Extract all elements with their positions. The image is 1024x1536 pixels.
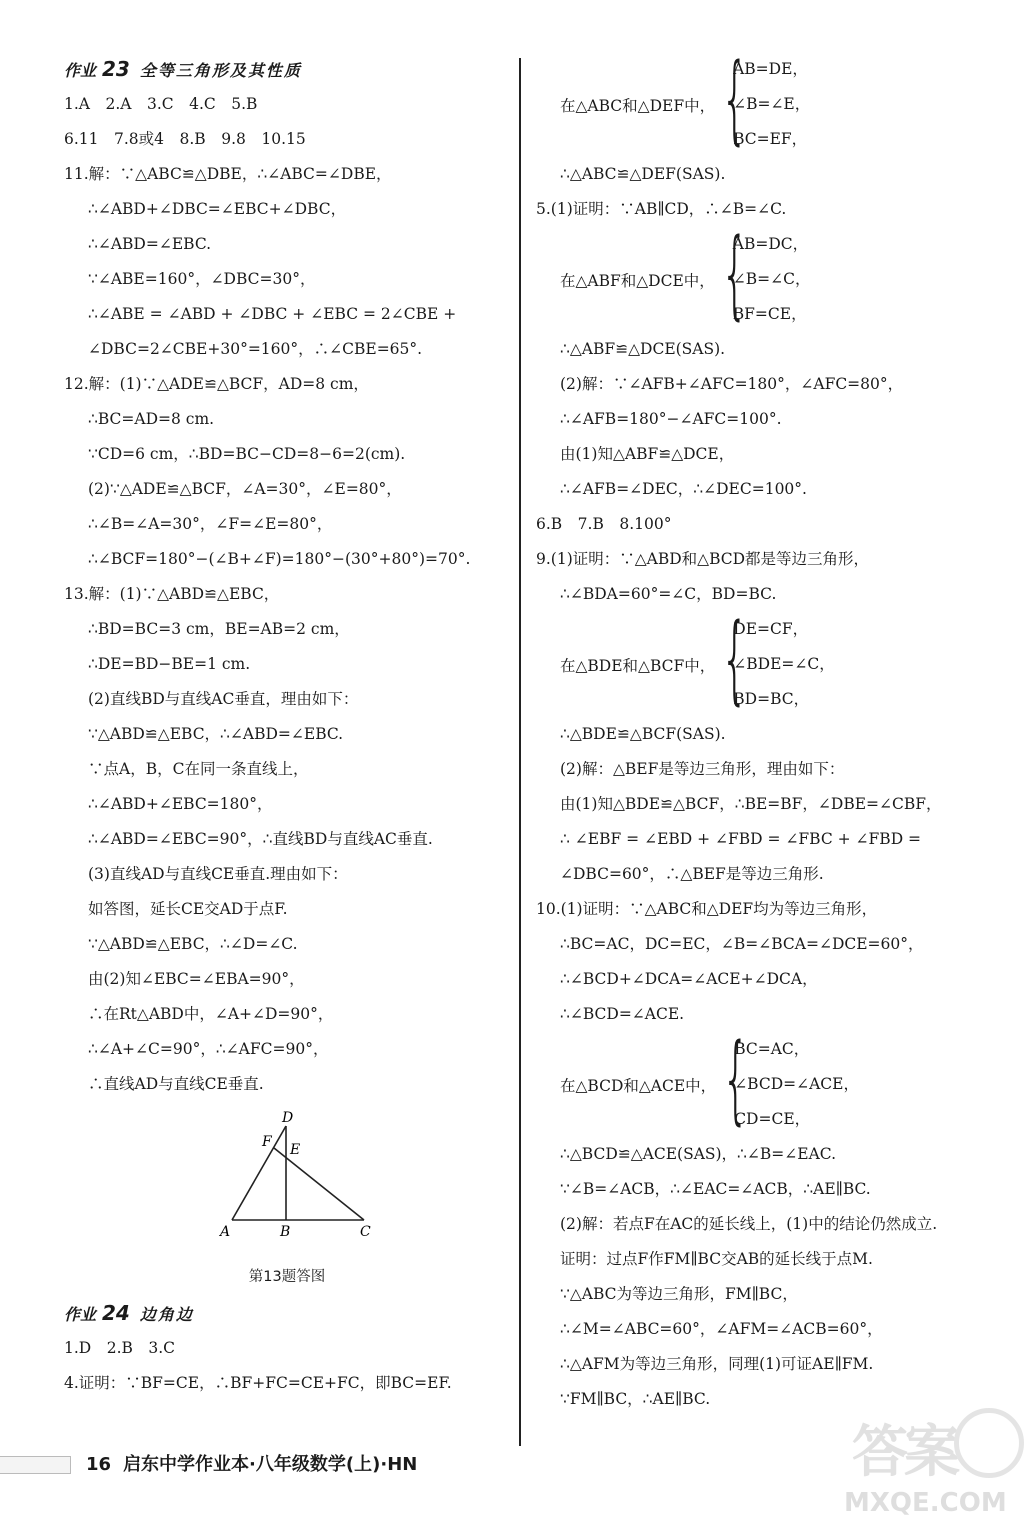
answer-line: ∴直线AD与直线CE垂直. <box>88 1075 264 1093</box>
equation-system: 在△ABC和△DEF中， { AB=DE， ∠B=∠E， BC=EF， <box>560 42 811 155</box>
answer-line: ∴DE=BD−BE=1 cm. <box>88 655 251 673</box>
answer-line: ∴BC=AD=8 cm. <box>88 410 215 428</box>
answer-line: (2)直线BD与直线AC垂直，理由如下： <box>88 690 359 708</box>
book-title: 启东中学作业本·八年级数学(上)·HN <box>123 1454 418 1475</box>
answer-line: ∵△ABD≌△EBC，∴∠D=∠C. <box>88 935 298 953</box>
answer-line: 如答图，延长CE交AD于点F. <box>88 900 288 918</box>
answer-line: 10.(1)证明：∵△ABC和△DEF均为等边三角形， <box>536 900 878 918</box>
right-column <box>536 42 976 1417</box>
answer-line: ∴∠BCF=180°−(∠B+∠F)=180°−(30°+80°)=70°. <box>88 550 471 568</box>
point-label-d: D <box>282 1110 294 1126</box>
answer-line: ∴∠ABE = ∠ABD + ∠DBC + ∠EBC = 2∠CBE + <box>88 305 457 323</box>
answer-line: ∴BC=AC，DC=EC，∠B=∠BCA=∠DCE=60°， <box>560 935 924 953</box>
point-label-b: B <box>280 1224 291 1238</box>
answer-line: ∵点A，B，C在同一条直线上， <box>88 760 309 778</box>
answer-line: ∴∠ABD+∠DBC=∠EBC+∠DBC， <box>88 200 347 218</box>
answer-line: 4.证明：∵BF=CE，∴BF+FC=CE+FC，即BC=EF. <box>64 1374 452 1392</box>
answer-line: ∵∠ABE=160°，∠DBC=30°， <box>88 270 316 288</box>
answer-line: 6.B 7.B 8.100° <box>536 515 672 533</box>
answer-line: ∴∠BCD=∠ACE. <box>560 1005 685 1023</box>
column-divider <box>519 58 521 1446</box>
brace-icon: { <box>720 217 749 330</box>
answer-line: 由(1)知△ABF≌△DCE， <box>560 445 735 463</box>
answer-line: ∵CD=6 cm，∴BD=BC−CD=8−6=2(cm). <box>88 445 406 463</box>
watermark-seal-icon <box>954 1408 1024 1478</box>
answer-line: (3)直线AD与直线CE垂直.理由如下： <box>88 865 348 883</box>
answer-line: ∴∠ABD=∠EBC. <box>88 235 212 253</box>
answer-line: 13.解：(1)∵△ABD≌△EBC， <box>64 585 280 603</box>
answer-line: ∴ ∠EBF = ∠EBD + ∠FBD = ∠FBC + ∠FBD = <box>560 830 922 848</box>
answer-line: (2)解：∵∠AFB+∠AFC=180°，∠AFC=80°， <box>560 375 904 393</box>
triangle-diagram <box>212 1108 372 1238</box>
answer-line: ∴∠A+∠C=90°，∴∠AFC=90°， <box>88 1040 329 1058</box>
point-label-c: C <box>360 1224 371 1238</box>
answer-line: ∵∠B=∠ACB，∴∠EAC=∠ACB，∴AE∥BC. <box>560 1180 871 1198</box>
answer-line: 6.11 7.8或4 8.B 9.8 10.15 <box>64 130 306 148</box>
equation-system: 在△ABF和△DCE中， { AB=DC， ∠B=∠C， BF=CE， <box>560 217 811 330</box>
answer-line: ∴△ABF≌△DCE(SAS). <box>560 340 726 358</box>
answer-line: ∠DBC=60°，∴△BEF是等边三角形. <box>560 865 824 883</box>
answer-line: ∵△ABD≌△EBC，∴∠ABD=∠EBC. <box>88 725 344 743</box>
answer-line: ∴∠B=∠A=30°，∠F=∠E=80°， <box>88 515 333 533</box>
answer-line: (2)解：若点F在AC的延长线上，(1)中的结论仍然成立. <box>560 1215 938 1233</box>
page-number: 16 <box>86 1454 112 1475</box>
answer-line: ∴∠ABD+∠EBC=180°， <box>88 795 273 813</box>
segment-ad <box>232 1126 286 1220</box>
answer-line: 12.解：(1)∵△ADE≌△BCF，AD=8 cm， <box>64 375 369 393</box>
answer-line: 9.(1)证明：∵△ABD和△BCD都是等边三角形， <box>536 550 870 568</box>
footer-tab <box>0 1456 71 1474</box>
answer-line: 由(2)知∠EBC=∠EBA=90°， <box>88 970 305 988</box>
equation-system: 在△BDE和△BCF中， { DE=CF， ∠BDE=∠C， BD=BC， <box>560 602 835 715</box>
answer-line: ∴∠AFB=180°−∠AFC=100°. <box>560 410 782 428</box>
answer-line: 证明：过点F作FM∥BC交AB的延长线于点M. <box>560 1250 873 1268</box>
equation-system: 在△BCD和△ACE中， { BC=AC， ∠BCD=∠ACE， CD=CE， <box>560 1022 859 1135</box>
geometry-figure <box>64 1102 510 1262</box>
answer-line: ∴∠BDA=60°=∠C，BD=BC. <box>560 585 777 603</box>
answer-line: ∴在Rt△ABD中，∠A+∠D=90°， <box>88 1005 334 1023</box>
point-label-e: E <box>290 1142 301 1158</box>
brace-icon: { <box>720 42 749 155</box>
segment-fc <box>274 1148 364 1220</box>
page-footer <box>0 1446 500 1486</box>
answer-line: 5.(1)证明：∵AB∥CD，∴∠B=∠C. <box>536 200 787 218</box>
answer-line: ∠DBC=2∠CBE+30°=160°，∴∠CBE=65°. <box>88 340 423 358</box>
answer-line: 11.解：∵△ABC≌△DBE，∴∠ABC=∠DBE， <box>64 165 392 183</box>
point-label-f: F <box>262 1134 272 1150</box>
answer-line: ∴△AFM为等边三角形，同理(1)可证AE∥FM. <box>560 1355 874 1373</box>
brace-icon: { <box>721 602 749 715</box>
answer-line: ∴△BDE≌△BCF(SAS). <box>560 725 726 743</box>
answer-line: ∴△ABC≌△DEF(SAS). <box>560 165 726 183</box>
answer-line: ∴∠BCD+∠DCA=∠ACE+∠DCA， <box>560 970 818 988</box>
answer-line: 1.A 2.A 3.C 4.C 5.B <box>64 95 258 113</box>
answer-line: ∴∠AFB=∠DEC，∴∠DEC=100°. <box>560 480 807 498</box>
answer-line: ∴∠M=∠ABC=60°，∠AFM=∠ACB=60°， <box>560 1320 883 1338</box>
brace-icon: { <box>722 1022 750 1135</box>
answer-line: ∵FM∥BC，∴AE∥BC. <box>560 1390 711 1408</box>
answer-line: ∵△ABC为等边三角形，FM∥BC， <box>560 1285 798 1303</box>
answer-line: (2)解：△BEF是等边三角形，理由如下： <box>560 760 845 778</box>
answer-line: ∴BD=BC=3 cm，BE=AB=2 cm， <box>88 620 350 638</box>
answer-line: ∴△BCD≌△ACE(SAS)，∴∠B=∠EAC. <box>560 1145 837 1163</box>
answer-line: 由(1)知△BDE≌△BCF，∴BE=BF，∠DBE=∠CBF， <box>560 795 942 813</box>
section-heading-24: 作业 24 边角边 <box>64 1301 194 1325</box>
section-heading-23: 作业 23 全等三角形及其性质 <box>64 57 302 81</box>
answer-line: ∴∠ABD=∠EBC=90°，∴直线BD与直线AC垂直. <box>88 830 433 848</box>
answer-line: (2)∵△ADE≌△BCF，∠A=30°，∠E=80°， <box>88 480 402 498</box>
point-label-a: A <box>220 1224 231 1238</box>
figure-caption: 第13题答图 <box>248 1269 326 1285</box>
answer-line: 1.D 2.B 3.C <box>64 1339 176 1357</box>
watermark-logo: 答案 MXQE.COM <box>842 1400 1020 1530</box>
left-column <box>64 52 510 1401</box>
